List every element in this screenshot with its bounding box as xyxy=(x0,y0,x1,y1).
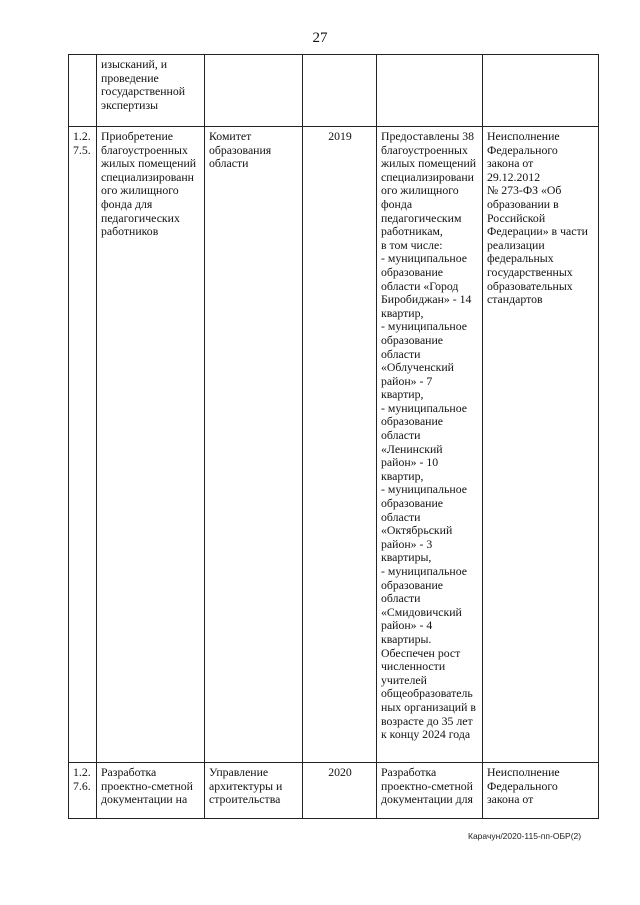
cell-line: численности xyxy=(381,659,446,674)
cell-year xyxy=(303,55,377,127)
cell-line: - муниципальное xyxy=(381,482,468,497)
cell-consequence xyxy=(483,127,599,763)
cell-line: экспертизы xyxy=(101,97,159,112)
cell-line: - муниципальное xyxy=(381,319,468,334)
cell-line: 29.12.2012 xyxy=(487,169,541,184)
cell-line: изысканий, и xyxy=(101,57,168,71)
cell-line: № 273-ФЗ «Об xyxy=(487,183,562,198)
cell-line: - муниципальное xyxy=(381,400,468,415)
cell-line: образовательных xyxy=(487,278,573,293)
cell-number xyxy=(69,55,97,127)
cell-expected-result xyxy=(377,55,483,127)
measures-table xyxy=(68,54,599,819)
cell-line: Федерального xyxy=(487,142,558,157)
cell-line: закона от xyxy=(487,792,534,807)
cell-line: Приобретение xyxy=(101,129,174,143)
cell-line: 2020 xyxy=(328,765,352,779)
cell-line: строительства xyxy=(209,792,281,807)
cell-line: образование xyxy=(381,414,444,429)
cell-line: Федерации» в части xyxy=(487,224,588,239)
cell-line: Управление xyxy=(209,765,269,779)
cell-line: «Облученский xyxy=(381,360,454,375)
cell-consequence xyxy=(483,763,599,819)
cell-line: фонда xyxy=(381,196,413,211)
cell-line: район» - 3 xyxy=(381,536,433,551)
cell-line: области xyxy=(381,591,421,606)
cell-line: учителей xyxy=(381,672,427,687)
cell-line: работникам, xyxy=(381,224,443,239)
cell-line: области xyxy=(209,156,249,171)
cell-line: жилых помещений xyxy=(381,156,477,171)
cell-measure-name xyxy=(97,55,205,127)
cell-expected-result xyxy=(377,763,483,819)
cell-year xyxy=(303,763,377,819)
cell-line: Российской xyxy=(487,210,546,225)
cell-line: квартир, xyxy=(381,305,424,320)
cell-line: специализировани xyxy=(381,169,474,184)
cell-line: квартир, xyxy=(381,387,424,402)
table-row xyxy=(69,55,599,127)
cell-line: «Ленинский xyxy=(381,441,443,456)
cell-line: образование xyxy=(381,496,444,511)
cell-line: образование xyxy=(381,332,444,347)
cell-line: квартир, xyxy=(381,468,424,483)
cell-line: Неисполнение xyxy=(487,765,560,779)
cell-line: - муниципальное xyxy=(381,564,468,578)
cell-line: стандартов xyxy=(487,292,543,307)
cell-line: образование xyxy=(381,577,444,592)
cell-line: закона от xyxy=(487,156,534,171)
cell-line: Предоставлены 38 xyxy=(381,129,474,143)
cell-line: Разработка xyxy=(101,765,157,779)
cell-line: к концу 2024 года xyxy=(381,727,471,742)
cell-line: район» - 4 xyxy=(381,618,433,633)
cell-line: 1.2. xyxy=(73,765,91,779)
cell-line: квартиры. xyxy=(381,631,432,646)
cell-line: жилых помещений xyxy=(101,156,197,171)
cell-line: проектно-сметной xyxy=(381,778,473,793)
cell-line: архитектуры и xyxy=(209,778,283,793)
cell-line: Комитет xyxy=(209,129,252,143)
cell-line: документации на xyxy=(101,792,188,807)
cell-line: области «Город xyxy=(381,278,459,293)
cell-line: благоустроенных xyxy=(381,142,468,157)
cell-line: образование xyxy=(381,264,444,279)
cell-executor xyxy=(205,763,303,819)
cell-measure-name xyxy=(97,763,205,819)
cell-number xyxy=(69,763,97,819)
cell-year xyxy=(303,127,377,763)
cell-line: проведение xyxy=(101,70,159,85)
cell-line: возрасте до 35 лет xyxy=(381,713,473,728)
cell-line: работников xyxy=(101,224,159,239)
cell-executor xyxy=(205,55,303,127)
cell-line: Обеспечен рост xyxy=(381,645,461,660)
cell-line: государственной xyxy=(101,84,186,99)
cell-line: Федерального xyxy=(487,778,558,793)
cell-line: 1.2. xyxy=(73,129,91,143)
table-row xyxy=(69,763,599,819)
cell-line: квартиры, xyxy=(381,550,432,565)
cell-line: Неисполнение xyxy=(487,129,560,143)
cell-line: образовании в xyxy=(487,196,559,211)
page-number: 27 xyxy=(312,30,328,46)
cell-line: благоустроенных xyxy=(101,142,188,157)
cell-line: области xyxy=(381,509,421,524)
document-code: Карачун/2020-115-пп-ОБР(2) xyxy=(468,831,582,841)
cell-expected-result xyxy=(377,127,483,763)
cell-line: 7.5. xyxy=(73,142,91,157)
cell-line: документации для xyxy=(381,792,473,807)
cell-line: - муниципальное xyxy=(381,251,468,266)
cell-line: образования xyxy=(209,142,272,157)
cell-line: общеобразователь xyxy=(381,686,473,701)
cell-number xyxy=(69,127,97,763)
cell-line: ого жилищного xyxy=(101,183,179,198)
cell-measure-name xyxy=(97,127,205,763)
cell-line: 2019 xyxy=(328,129,352,143)
cell-line: Разработка xyxy=(381,765,437,779)
cell-line: федеральных xyxy=(487,251,554,266)
cell-consequence xyxy=(483,55,599,127)
table-row xyxy=(69,127,599,763)
cell-line: области xyxy=(381,428,421,443)
cell-line: проектно-сметной xyxy=(101,778,193,793)
cell-line: государственных xyxy=(487,264,573,279)
cell-line: фонда для xyxy=(101,196,153,211)
cell-line: район» - 7 xyxy=(381,373,433,388)
cell-line: «Октябрьский xyxy=(381,523,453,538)
cell-line: специализированн xyxy=(101,169,194,184)
cell-line: район» - 10 xyxy=(381,455,439,470)
cell-line: области xyxy=(381,346,421,361)
cell-line: ого жилищного xyxy=(381,183,459,198)
cell-line: в том числе: xyxy=(381,237,443,252)
cell-line: ных организаций в xyxy=(381,699,476,714)
cell-line: педагогических xyxy=(101,210,180,225)
cell-line: педагогическим xyxy=(381,210,462,225)
cell-line: 7.6. xyxy=(73,778,91,793)
cell-line: Биробиджан» - 14 xyxy=(381,292,472,307)
cell-line: реализации xyxy=(487,237,545,252)
cell-line: «Смидовичский xyxy=(381,604,462,619)
cell-executor xyxy=(205,127,303,763)
